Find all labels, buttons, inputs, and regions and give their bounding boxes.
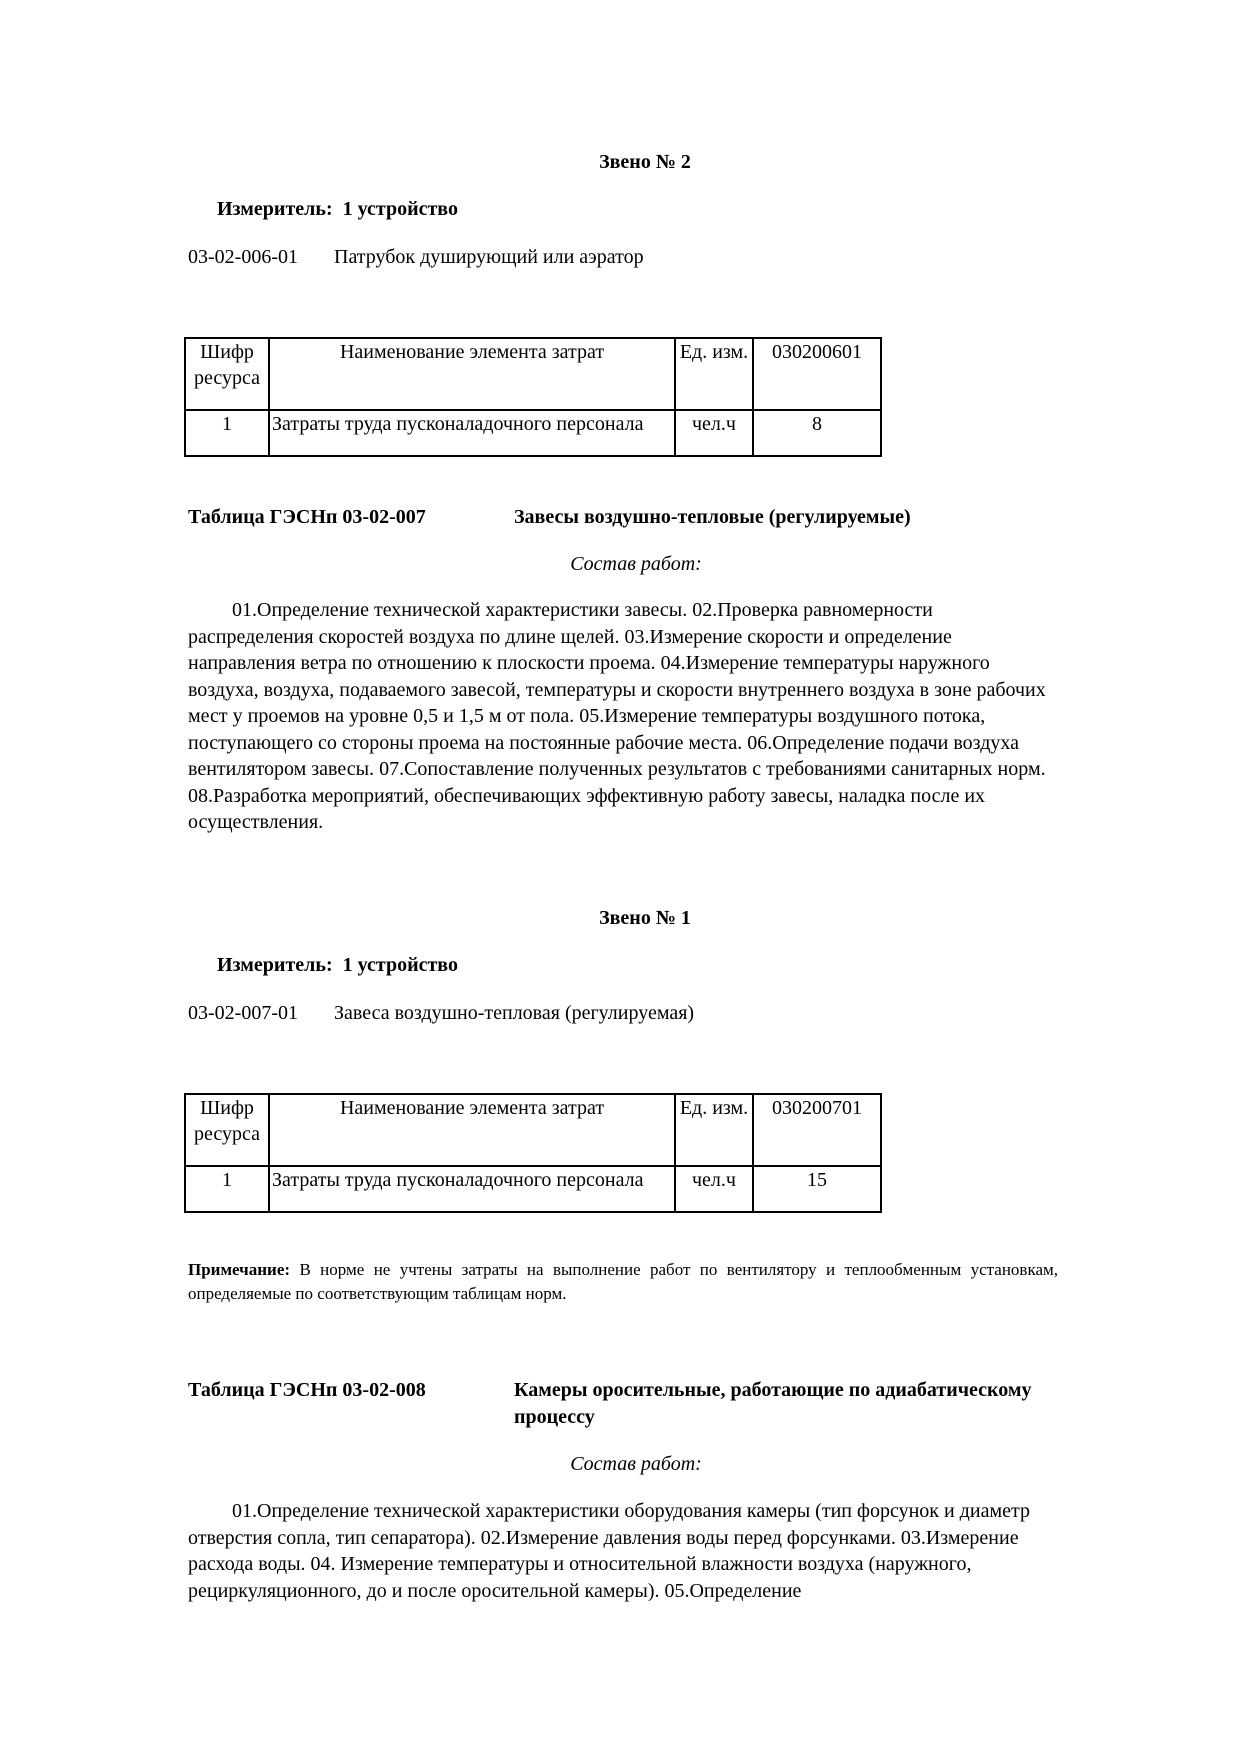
resource-table-2: [184, 1093, 882, 1213]
work-text-007: 01.Определение технической характеристики завесы. 02.Проверка равномерности распределения скоростей воздуха по длине щелей. 03.Измерение скорости и определение направления ветра по отношению к плоскости проема. 04.Измерение температуры наружного воздуха, воздуха, подаваемого завесой, температуры и скорости внутреннего воздуха в зоне рабочих мест у проемов на уровне 0,5 и 1,5 м от пола. 05.Измерение температуры воздушного потока, поступающего со стороны проема на постоянные рабочие места. 06.Определение подачи воздуха вентилятором завесы. 07.Сопоставление полученных результатов с требованиями санитарных норм. 08.Разработка мероприятий, обеспечивающих эффективную работу завесы, наладка после их осуществления.: [188, 599, 1046, 833]
table-title-008: Камеры оросительные, работающие по адиабатическому процессу: [514, 1379, 1032, 1428]
sostav-rabot-008: Состав работ:: [570, 1453, 702, 1475]
table-title-007: Завесы воздушно-тепловые (регулируемые): [514, 506, 911, 528]
cell-resource-code: 1: [185, 1166, 269, 1212]
cell-resource-code: 1: [185, 410, 269, 456]
work-description-007: [188, 597, 1058, 836]
izmeritel-value: 1 устройство: [342, 198, 458, 220]
header-unit: Ед. изм.: [675, 1094, 753, 1166]
work-text-008: 01.Определение технической характеристики оборудования камеры (тип форсунок и диаметр отверстия сопла, тип сепаратора). 02.Измерение давления воды перед форсунками. 03.Измерение расхода воды. 04. Измерение температуры и относительной влажности воздуха (наружного, рециркуляционного, до и после оросительной камеры). 05.Определение: [188, 1500, 1030, 1602]
cell-value: 15: [753, 1166, 881, 1212]
header-cost-element: Наименование элемента затрат: [269, 338, 675, 410]
sostav-rabot-007: Состав работ:: [570, 553, 702, 575]
norm-code-2: 03-02-007-01: [188, 1002, 298, 1024]
norm-name-1: Патрубок душирующий или аэратор: [334, 246, 644, 268]
header-resource-code: Шифр ресурса: [185, 338, 269, 410]
table-header-row: [185, 338, 881, 410]
cell-unit: чел.ч: [675, 410, 753, 456]
resource-table-1: [184, 337, 882, 457]
cell-cost-element: Затраты труда пусконаладочного персонала: [269, 410, 675, 456]
table-label-008: Таблица ГЭСНп 03-02-008: [188, 1379, 426, 1401]
table-label-007: Таблица ГЭСНп 03-02-007: [188, 506, 426, 528]
norm-name-2: Завеса воздушно-тепловая (регулируемая): [334, 1002, 695, 1024]
izmeritel-2: [217, 952, 458, 978]
note-text: В норме не учтены затраты на выполнение работ по вентилятору и теплообменным установкам, определяемые по соответствующим таблицам норм.: [188, 1260, 1058, 1303]
header-norm-code: 030200601: [753, 338, 881, 410]
cell-unit: чел.ч: [675, 1166, 753, 1212]
header-unit: Ед. изм.: [675, 338, 753, 410]
header-norm-code: 030200701: [753, 1094, 881, 1166]
norm-code-1: 03-02-006-01: [188, 246, 298, 268]
work-description-008: [188, 1498, 1058, 1604]
header-cost-element: Наименование элемента затрат: [269, 1094, 675, 1166]
note-paragraph: [188, 1258, 1058, 1306]
izmeritel-value: 1 устройство: [342, 954, 458, 976]
izmeritel-1: [217, 196, 458, 222]
table-row: [185, 1166, 881, 1212]
cell-value: 8: [753, 410, 881, 456]
izmeritel-label: Измеритель:: [217, 198, 333, 220]
izmeritel-label: Измеритель:: [217, 954, 333, 976]
zveno-heading-2: Звено № 1: [599, 907, 691, 929]
zveno-heading-1: Звено № 2: [599, 151, 691, 173]
cell-cost-element: Затраты труда пусконаладочного персонала: [269, 1166, 675, 1212]
note-label: Примечание:: [188, 1260, 291, 1279]
header-resource-code: Шифр ресурса: [185, 1094, 269, 1166]
table-row: [185, 410, 881, 456]
table-header-row: [185, 1094, 881, 1166]
